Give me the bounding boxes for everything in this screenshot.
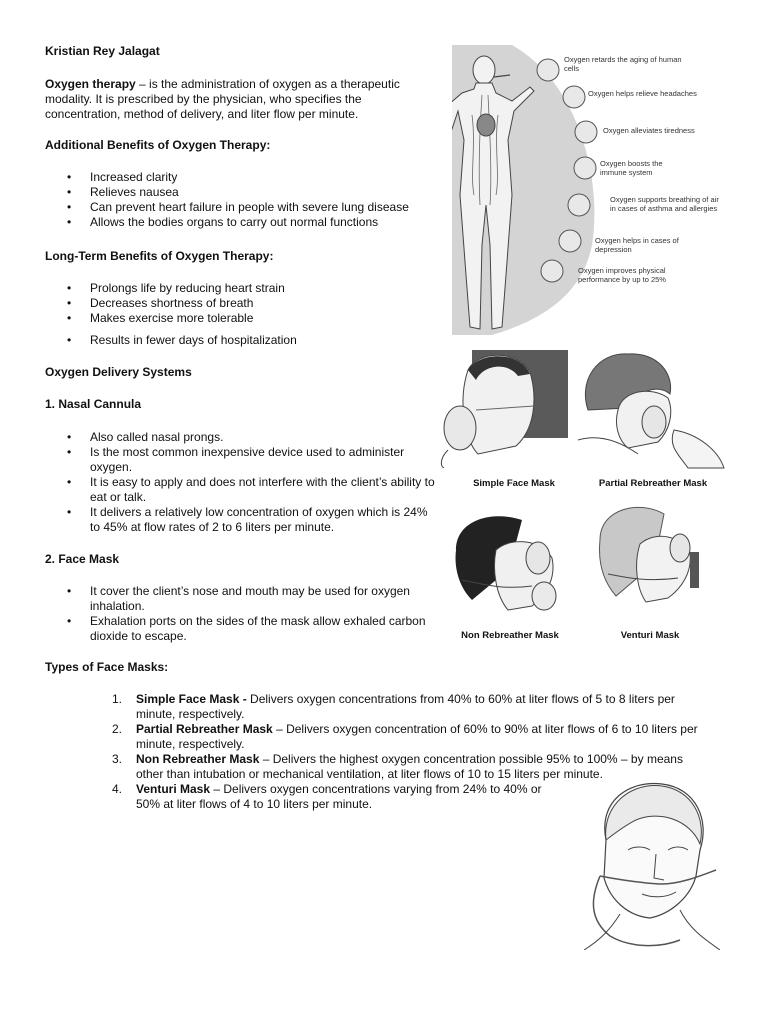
list-item: 4. Venturi Mask – Delivers oxygen concentrations varying from 24% to 40% or 50% at liter flows of 4 to 10 liters per minute. [112, 782, 542, 811]
partial-rebreather-mask-illustration [578, 350, 726, 470]
types-heading: Types of Face Masks: [45, 660, 169, 674]
list-item: • Results in fewer days of hospitalization [45, 333, 430, 348]
longterm-benefits-heading: Long-Term Benefits of Oxygen Therapy: [45, 249, 274, 263]
longterm-benefits-list [45, 281, 430, 348]
intro-definition: – is the administration of oxygen as a therapeutic modality. It is prescribed by the physician, who specifies the concentration, method of delivery, and liter flow per minute. [45, 77, 400, 121]
intro-paragraph [45, 77, 425, 122]
nasal-cannula-heading: 1. Nasal Cannula [45, 397, 142, 411]
mask-caption: Partial Rebreather Mask [598, 478, 708, 489]
list-item: • Exhalation ports on the sides of the mask allow exhaled carbon dioxide to escape. [45, 614, 440, 644]
list-item: 3. Non Rebreather Mask – Delivers the highest oxygen concentration possible 95% to 100% – by means other than intubation or mechanical ventilation, at liter flows of 10 to 15 liters per minute. [112, 752, 683, 781]
benefit-annotation: Oxygen improves physical performance by up to 25% [578, 266, 666, 284]
venturi-mask-illustration [592, 500, 704, 622]
author-name: Kristian Rey Jalagat [45, 44, 160, 58]
additional-benefits-list [45, 170, 430, 230]
additional-benefits-heading: Additional Benefits of Oxygen Therapy: [45, 138, 271, 152]
non-rebreather-mask-illustration [452, 510, 564, 622]
list-item: • It is easy to apply and does not interfere with the client’s ability to eat or talk. [45, 475, 440, 505]
benefit-annotation: Oxygen retards the aging of human cells [564, 55, 682, 73]
list-item: • Is the most common inexpensive device used to administer oxygen. [45, 445, 440, 475]
list-item: • Decreases shortness of breath [45, 296, 430, 311]
list-item: 2. Partial Rebreather Mask – Delivers oxygen concentration of 60% to 90% at liter flows of 6 to 10 liters per minute, respectively. [112, 722, 698, 751]
benefit-annotation: Oxygen helps relieve headaches [588, 89, 697, 98]
intro-term: Oxygen therapy [45, 77, 136, 91]
list-item: • Allows the bodies organs to carry out normal functions [45, 215, 430, 230]
list-item: • Increased clarity [45, 170, 430, 185]
benefit-annotation: Oxygen boosts the immune system [600, 159, 663, 177]
nasal-cannula-list [45, 430, 440, 535]
list-item: • It delivers a relatively low concentration of oxygen which is 24% to 45% at flow rates of 2 to 6 liters per minute. [45, 505, 440, 535]
list-item: • Also called nasal prongs. [45, 430, 440, 445]
face-mask-heading: 2. Face Mask [45, 552, 120, 566]
list-item: • Relieves nausea [45, 185, 430, 200]
nasal-cannula-face-illustration [570, 780, 726, 950]
benefit-annotation: Oxygen supports breathing of air in cases of asthma and allergies [610, 195, 719, 213]
mask-caption: Simple Face Mask [473, 478, 555, 489]
mask-caption: Non Rebreather Mask [461, 630, 559, 641]
delivery-systems-heading: Oxygen Delivery Systems [45, 365, 192, 379]
list-item: 1. Simple Face Mask - Delivers oxygen concentrations from 40% to 60% at liter flows of 5 to 8 liters per minute, respectively. [112, 692, 675, 721]
list-item: • Makes exercise more tolerable [45, 311, 430, 326]
face-mask-list [45, 584, 440, 644]
list-item: • It cover the client’s nose and mouth may be used for oxygen inhalation. [45, 584, 440, 614]
benefit-annotation: Oxygen alleviates tiredness [603, 126, 695, 135]
oxygen-benefits-figure [452, 45, 722, 335]
benefit-annotation: Oxygen helps in cases of depression [595, 236, 679, 254]
list-item: • Can prevent heart failure in people with severe lung disease [45, 200, 430, 215]
mask-caption: Venturi Mask [620, 630, 680, 641]
simple-face-mask-illustration [438, 350, 568, 468]
list-item: • Prolongs life by reducing heart strain [45, 281, 430, 296]
